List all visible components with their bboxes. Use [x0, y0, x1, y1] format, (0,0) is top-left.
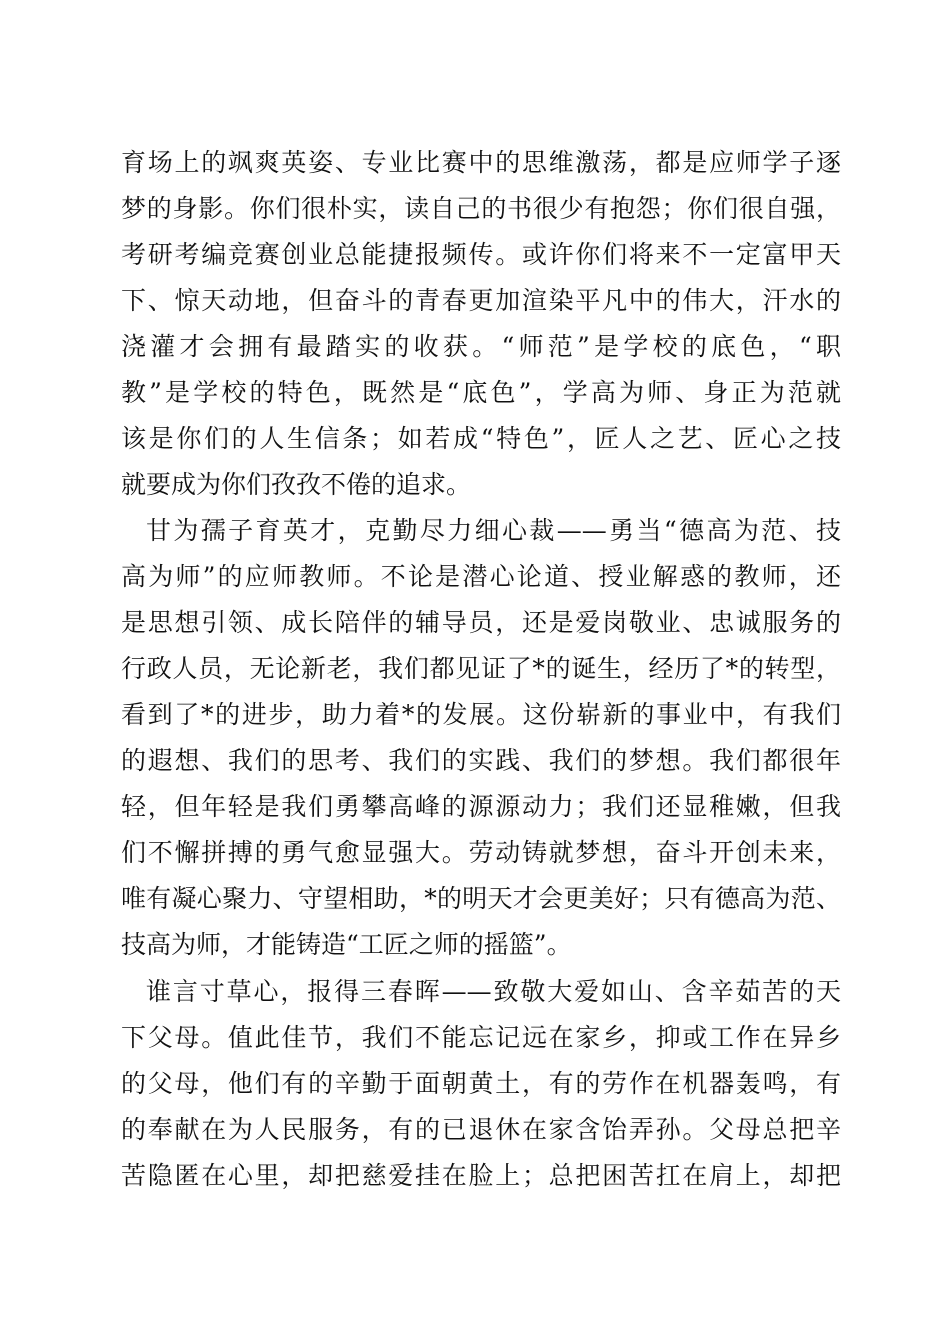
paragraph-3-line-5: 苦隐匿在心里，却把慈爱挂在脸上；总把困苦扛在肩上，却把 — [121, 1161, 841, 1190]
paragraph-2-line-6: 的遐想、我们的思考、我们的实践、我们的梦想。我们都很年 — [121, 746, 841, 775]
paragraph-2-line-1: 甘为孺子育英才，克勤尽力细心裁——勇当“德高为范、技 — [146, 516, 841, 545]
paragraph-1-line-2: 梦的身影。你们很朴实，读自己的书很少有抱怨；你们很自强， — [121, 194, 841, 223]
paragraph-3-line-3: 的父母，他们有的辛勤于面朝黄土，有的劳作在机器轰鸣，有 — [121, 1069, 841, 1098]
paragraph-3-line-2: 下父母。值此佳节，我们不能忘记远在家乡，抑或工作在异乡 — [121, 1023, 841, 1052]
paragraph-1-line-3: 考研考编竞赛创业总能捷报频传。或许你们将来不一定富甲天 — [121, 240, 841, 269]
paragraph-1-line-8: 就要成为你们孜孜不倦的追求。 — [121, 470, 472, 499]
paragraph-2-line-9: 唯有凝心聚力、守望相助，*的明天才会更美好；只有德高为范、 — [121, 884, 841, 913]
paragraph-3-line-1: 谁言寸草心，报得三春晖——致敬大爱如山、含辛茹苦的天 — [146, 977, 841, 1006]
paragraph-2-line-3: 是思想引领、成长陪伴的辅导员，还是爱岗敬业、忠诚服务的 — [121, 608, 841, 637]
paragraph-2-line-8: 们不懈拼搏的勇气愈显强大。劳动铸就梦想，奋斗开创未来， — [121, 838, 841, 867]
paragraph-2-line-5: 看到了*的进步，助力着*的发展。这份崭新的事业中，有我们 — [121, 700, 841, 729]
paragraph-2-line-10: 技高为师，才能铸造“工匠之师的摇篮”。 — [121, 930, 572, 959]
paragraph-2-line-2: 高为师”的应师教师。不论是潜心论道、授业解惑的教师，还 — [121, 562, 841, 591]
paragraph-2-line-7: 轻，但年轻是我们勇攀高峰的源源动力；我们还显稚嫩，但我 — [121, 792, 841, 821]
paragraph-1-line-4: 下、惊天动地，但奋斗的青春更加渲染平凡中的伟大，汗水的 — [121, 286, 841, 315]
paragraph-1-line-5: 浇灌才会拥有最踏实的收获。“师范”是学校的底色，“职 — [121, 332, 841, 361]
paragraph-1-line-6: 教”是学校的特色，既然是“底色”，学高为师、身正为范就 — [121, 378, 841, 407]
paragraph-2-line-4: 行政人员，无论新老，我们都见证了*的诞生，经历了*的转型， — [121, 654, 841, 683]
paragraph-3-line-4: 的奉献在为人民服务，有的已退休在家含饴弄孙。父母总把辛 — [121, 1115, 841, 1144]
paragraph-1-line-1: 育场上的飒爽英姿、专业比赛中的思维激荡，都是应师学子逐 — [121, 148, 841, 177]
paragraph-1-line-7: 该是你们的人生信条；如若成“特色”，匠人之艺、匠心之技 — [121, 424, 841, 453]
